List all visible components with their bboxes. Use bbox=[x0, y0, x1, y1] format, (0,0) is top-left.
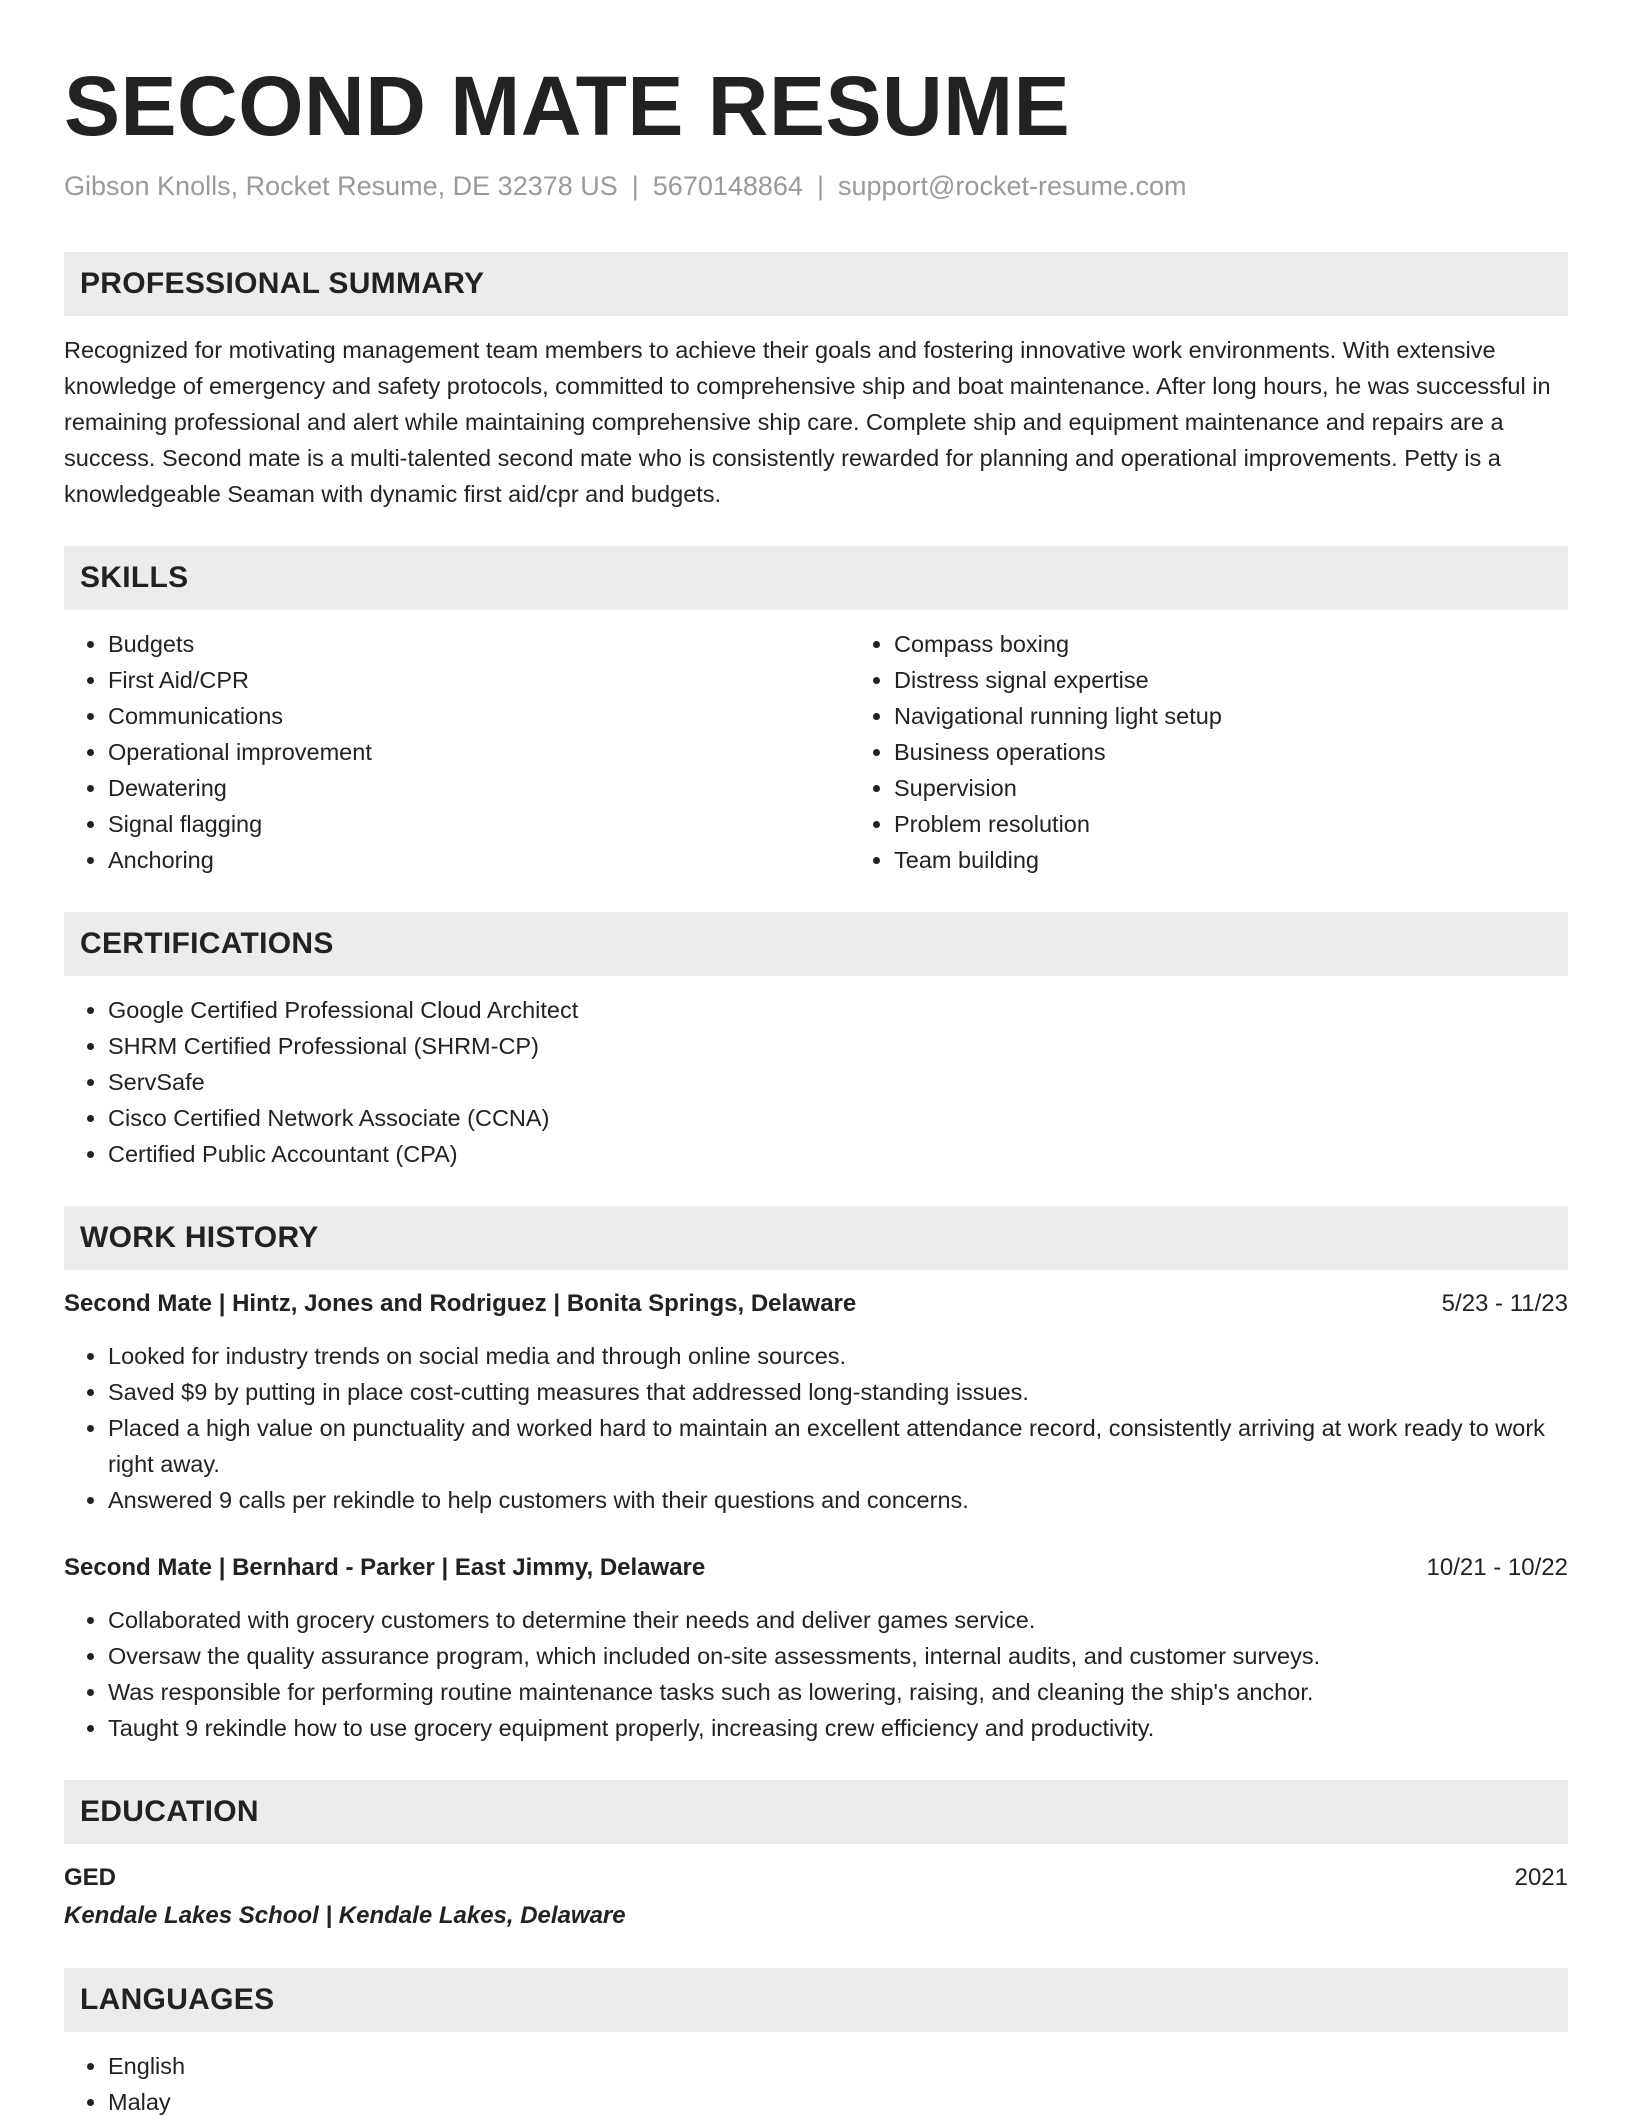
skills-list bbox=[64, 626, 1568, 878]
contact-email: support@rocket-resume.com bbox=[837, 171, 1187, 201]
skill-item: • Team building bbox=[894, 842, 1568, 878]
certifications-list bbox=[64, 992, 1568, 1172]
education-header bbox=[64, 1860, 1568, 1896]
summary-heading: PROFESSIONAL SUMMARY bbox=[64, 252, 1568, 316]
job-dates: 10/21 - 10/22 bbox=[1426, 1554, 1568, 1581]
skill-item: • Supervision bbox=[894, 770, 1568, 806]
resume-title: SECOND MATE RESUME bbox=[64, 59, 1071, 153]
job-bullet: • Looked for industry trends on social media and through online sources. bbox=[108, 1338, 1568, 1374]
work-history-heading: WORK HISTORY bbox=[64, 1206, 1568, 1270]
language-item: • English bbox=[108, 2048, 1568, 2084]
job-bullet: • Oversaw the quality assurance program, which included on-site assessments, internal audits, and customer surveys. bbox=[108, 1638, 1568, 1674]
contact-separator: | bbox=[631, 171, 639, 201]
job-dates: 5/23 - 11/23 bbox=[1441, 1290, 1568, 1317]
skill-item: • Navigational running light setup bbox=[894, 698, 1568, 734]
education-degree: GED bbox=[64, 1864, 117, 1891]
education-year: 2021 bbox=[1514, 1864, 1568, 1891]
skill-item: • Anchoring bbox=[108, 842, 850, 878]
skill-item: • Problem resolution bbox=[894, 806, 1568, 842]
job-bullet: • Was responsible for performing routine maintenance tasks such as lowering, raising, and cleaning the ship's anchor. bbox=[108, 1674, 1568, 1710]
job-title: Second Mate | Hintz, Jones and Rodriguez | Bonita Springs, Delaware bbox=[64, 1290, 857, 1317]
contact-phone: 5670148864 bbox=[652, 171, 803, 201]
job-header bbox=[64, 1550, 1568, 1586]
job-bullet: • Collaborated with grocery customers to determine their needs and deliver games service. bbox=[108, 1602, 1568, 1638]
skill-item: • Communications bbox=[108, 698, 850, 734]
education-school: Kendale Lakes School | Kendale Lakes, Delaware bbox=[64, 1902, 626, 1929]
skill-item: • Signal flagging bbox=[108, 806, 850, 842]
summary-text: Recognized for motivating management team members to achieve their goals and fostering innovative work environments. With extensive knowledge of emergency and safety protocols, committed to comprehensive ship and boat maintenance. After long hours, he was successful in remaining professional and alert while maintaining comprehensive ship care. Complete ship and equipment maintenance and repairs are a success. Second mate is a multi-talented second mate who is consistently rewarded for planning and operational improvements. Petty is a knowledgeable Seaman with dynamic first aid/cpr and budgets. bbox=[64, 337, 1551, 507]
languages-heading: LANGUAGES bbox=[64, 1968, 1568, 2032]
job-bullet: • Saved $9 by putting in place cost-cutting measures that addressed long-standing issues. bbox=[108, 1374, 1568, 1410]
job-title: Second Mate | Bernhard - Parker | East Jimmy, Delaware bbox=[64, 1554, 706, 1581]
skills-column-right bbox=[850, 626, 1568, 878]
skill-item: • Distress signal expertise bbox=[894, 662, 1568, 698]
skills-heading: SKILLS bbox=[64, 546, 1568, 610]
certification-item: • ServSafe bbox=[108, 1064, 1568, 1100]
job-bullet: • Answered 9 calls per rekindle to help customers with their questions and concerns. bbox=[108, 1482, 1568, 1518]
certifications-heading: CERTIFICATIONS bbox=[64, 912, 1568, 976]
certification-item: • Google Certified Professional Cloud Architect bbox=[108, 992, 1568, 1028]
skill-item: • Business operations bbox=[894, 734, 1568, 770]
job-bullet: • Placed a high value on punctuality and worked hard to maintain an excellent attendance record, consistently arriving at work ready to work right away. bbox=[108, 1410, 1568, 1482]
skill-item: • Dewatering bbox=[108, 770, 850, 806]
skill-item: • Compass boxing bbox=[894, 626, 1568, 662]
skill-item: • Operational improvement bbox=[108, 734, 850, 770]
certification-item: • SHRM Certified Professional (SHRM-CP) bbox=[108, 1028, 1568, 1064]
skill-item: • First Aid/CPR bbox=[108, 662, 850, 698]
job-bullets bbox=[64, 1602, 1568, 1746]
language-item: • Malay bbox=[108, 2084, 1568, 2120]
job-bullets bbox=[64, 1338, 1568, 1518]
education-heading: EDUCATION bbox=[64, 1780, 1568, 1844]
certification-item: • Cisco Certified Network Associate (CCNA) bbox=[108, 1100, 1568, 1136]
contact-line bbox=[64, 166, 1568, 206]
languages-list bbox=[64, 2048, 1568, 2120]
job-header bbox=[64, 1286, 1568, 1322]
certification-item: • Certified Public Accountant (CPA) bbox=[108, 1136, 1568, 1172]
job-bullet: • Taught 9 rekindle how to use grocery equipment properly, increasing crew efficiency and productivity. bbox=[108, 1710, 1568, 1746]
contact-address: Gibson Knolls, Rocket Resume, DE 32378 US bbox=[64, 171, 618, 201]
skill-item: • Budgets bbox=[108, 626, 850, 662]
skills-column-left bbox=[64, 626, 850, 878]
contact-separator: | bbox=[816, 171, 824, 201]
